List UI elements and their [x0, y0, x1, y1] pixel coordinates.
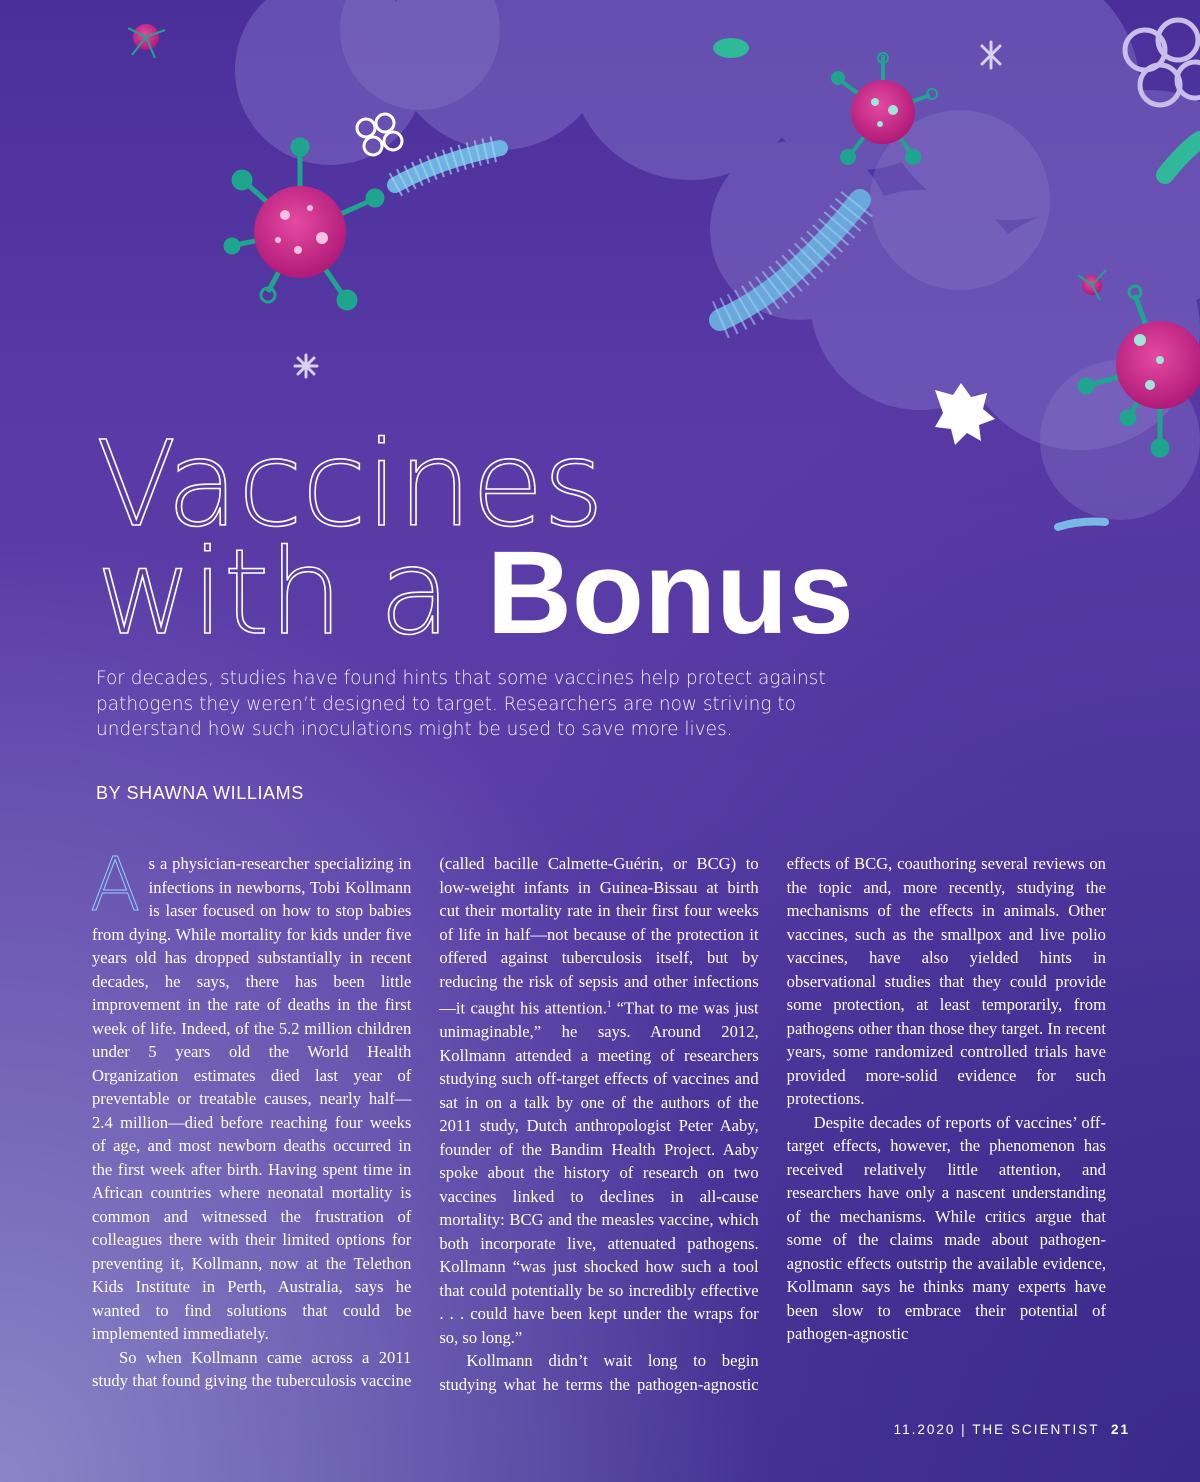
headline-line-1: Vaccines	[96, 415, 604, 553]
body-paragraph: Kollmann didn’t wait long to begin studying what he terms the pathogen-agnostic effects of BCG, coauthoring several reviews on the topic and, more recently, studying the mechanisms of the effects in animals. Other vaccines, such as the smallpox and live polio vaccines, have also yielded hints in observational studies that they could provide some protection, at least temporarily, from pathogens other than those they target. In recent years, some randomized controlled trials have provided more-solid evidence for such protections.	[439, 854, 1106, 1394]
headline-line-2	[96, 523, 854, 661]
byline: BY SHAWNA WILLIAMS	[96, 783, 304, 803]
bacillus-icon	[395, 148, 500, 185]
article-headline	[96, 415, 854, 661]
body-paragraph: So when Kollmann came across a 2011 study that found giving the tuberculosis vaccine (called bacille Calmette-Guérin, or BCG) to low-weight infants in Guinea-Bissau at birth cut their mortality rate in their first four weeks of life in half—not because of the protection it offered against tuberculosis itself, but by reducing the risk of sepsis and other infections—it caught his attention.$^1$ “That to me was just unimaginable,” he says. Around 2012, Kollmann attended a meeting of researchers studying such off-target effects of vaccines and sat in on a talk by one of the authors of the 2011 study, Dutch anthropologist Peter Aaby, founder of the Bandim Health Project. Aaby spoke about the history of research on two vaccines linked to declines in all-cause mortality: BCG and the measles vaccine, which both incorporate live, attenuated pathogens. Kollmann “was just shocked how such a tool that could potentially be so incredibly effective . . . could have been kept under the wraps for so, so long.”	[92, 854, 759, 1390]
drop-cap: A	[90, 842, 141, 928]
headline-bold-word: Bonus	[486, 527, 854, 659]
page-number: 21	[1110, 1422, 1130, 1437]
body-paragraph: Despite decades of reports of vaccines’ off-target effects, however, the phenomenon has received relatively little attention, and researchers have only a nascent understanding of the mechanisms. While critics argue that some of the claims made about pathogen-agnostic effects outstrip the available evidence, Kollmann says he thinks many experts have been slow to embrace their potential of pathogen-agnostic	[786, 1112, 1106, 1343]
bacillus-icon	[713, 38, 749, 58]
bacillus-icon	[1058, 522, 1105, 527]
issue-date: 11.2020	[893, 1422, 956, 1437]
virus-icon	[128, 24, 165, 58]
page-footer	[894, 1422, 1130, 1437]
footnote-reference[interactable]: 1	[606, 999, 612, 1009]
article-dek: For decades, studies have found hints that some vaccines help protect against pathogens they weren’t designed to target. Researchers are now striving to understand how such inoculations might be used to save more lives.	[96, 668, 826, 740]
snowflake-microbe-icon	[295, 355, 317, 377]
headline-light-text: with a	[96, 523, 487, 661]
footer-separator: |	[961, 1422, 967, 1437]
body-paragraph: As a physician-researcher specializing in infections in newborns, Tobi Kollmann is laser focused on how to stop babies from dying. While mortality for kids under five years old has dropped substantially in recent decades, he says, there has been little improvement in the rate of deaths in the first week of life. Indeed, of the 5.2 million children under 5 years old the World Health Organization estimates died last year of preventable or treatable causes, nearly half—2.4 million—died before reaching four weeks of age, and most newborn deaths occurred in the first week after birth. Having spent time in African countries where neonatal mortality is common and witnessed the frustration of colleagues there with their limited options for preventing it, Kollmann, now at the Telethon Kids Institute in Perth, Australia, says he wanted to find solutions that could be implemented immediately.	[90, 842, 412, 1343]
virus-icon	[226, 140, 382, 308]
magazine-name: THE SCIENTIST	[972, 1422, 1100, 1437]
article-body	[90, 842, 1106, 1397]
